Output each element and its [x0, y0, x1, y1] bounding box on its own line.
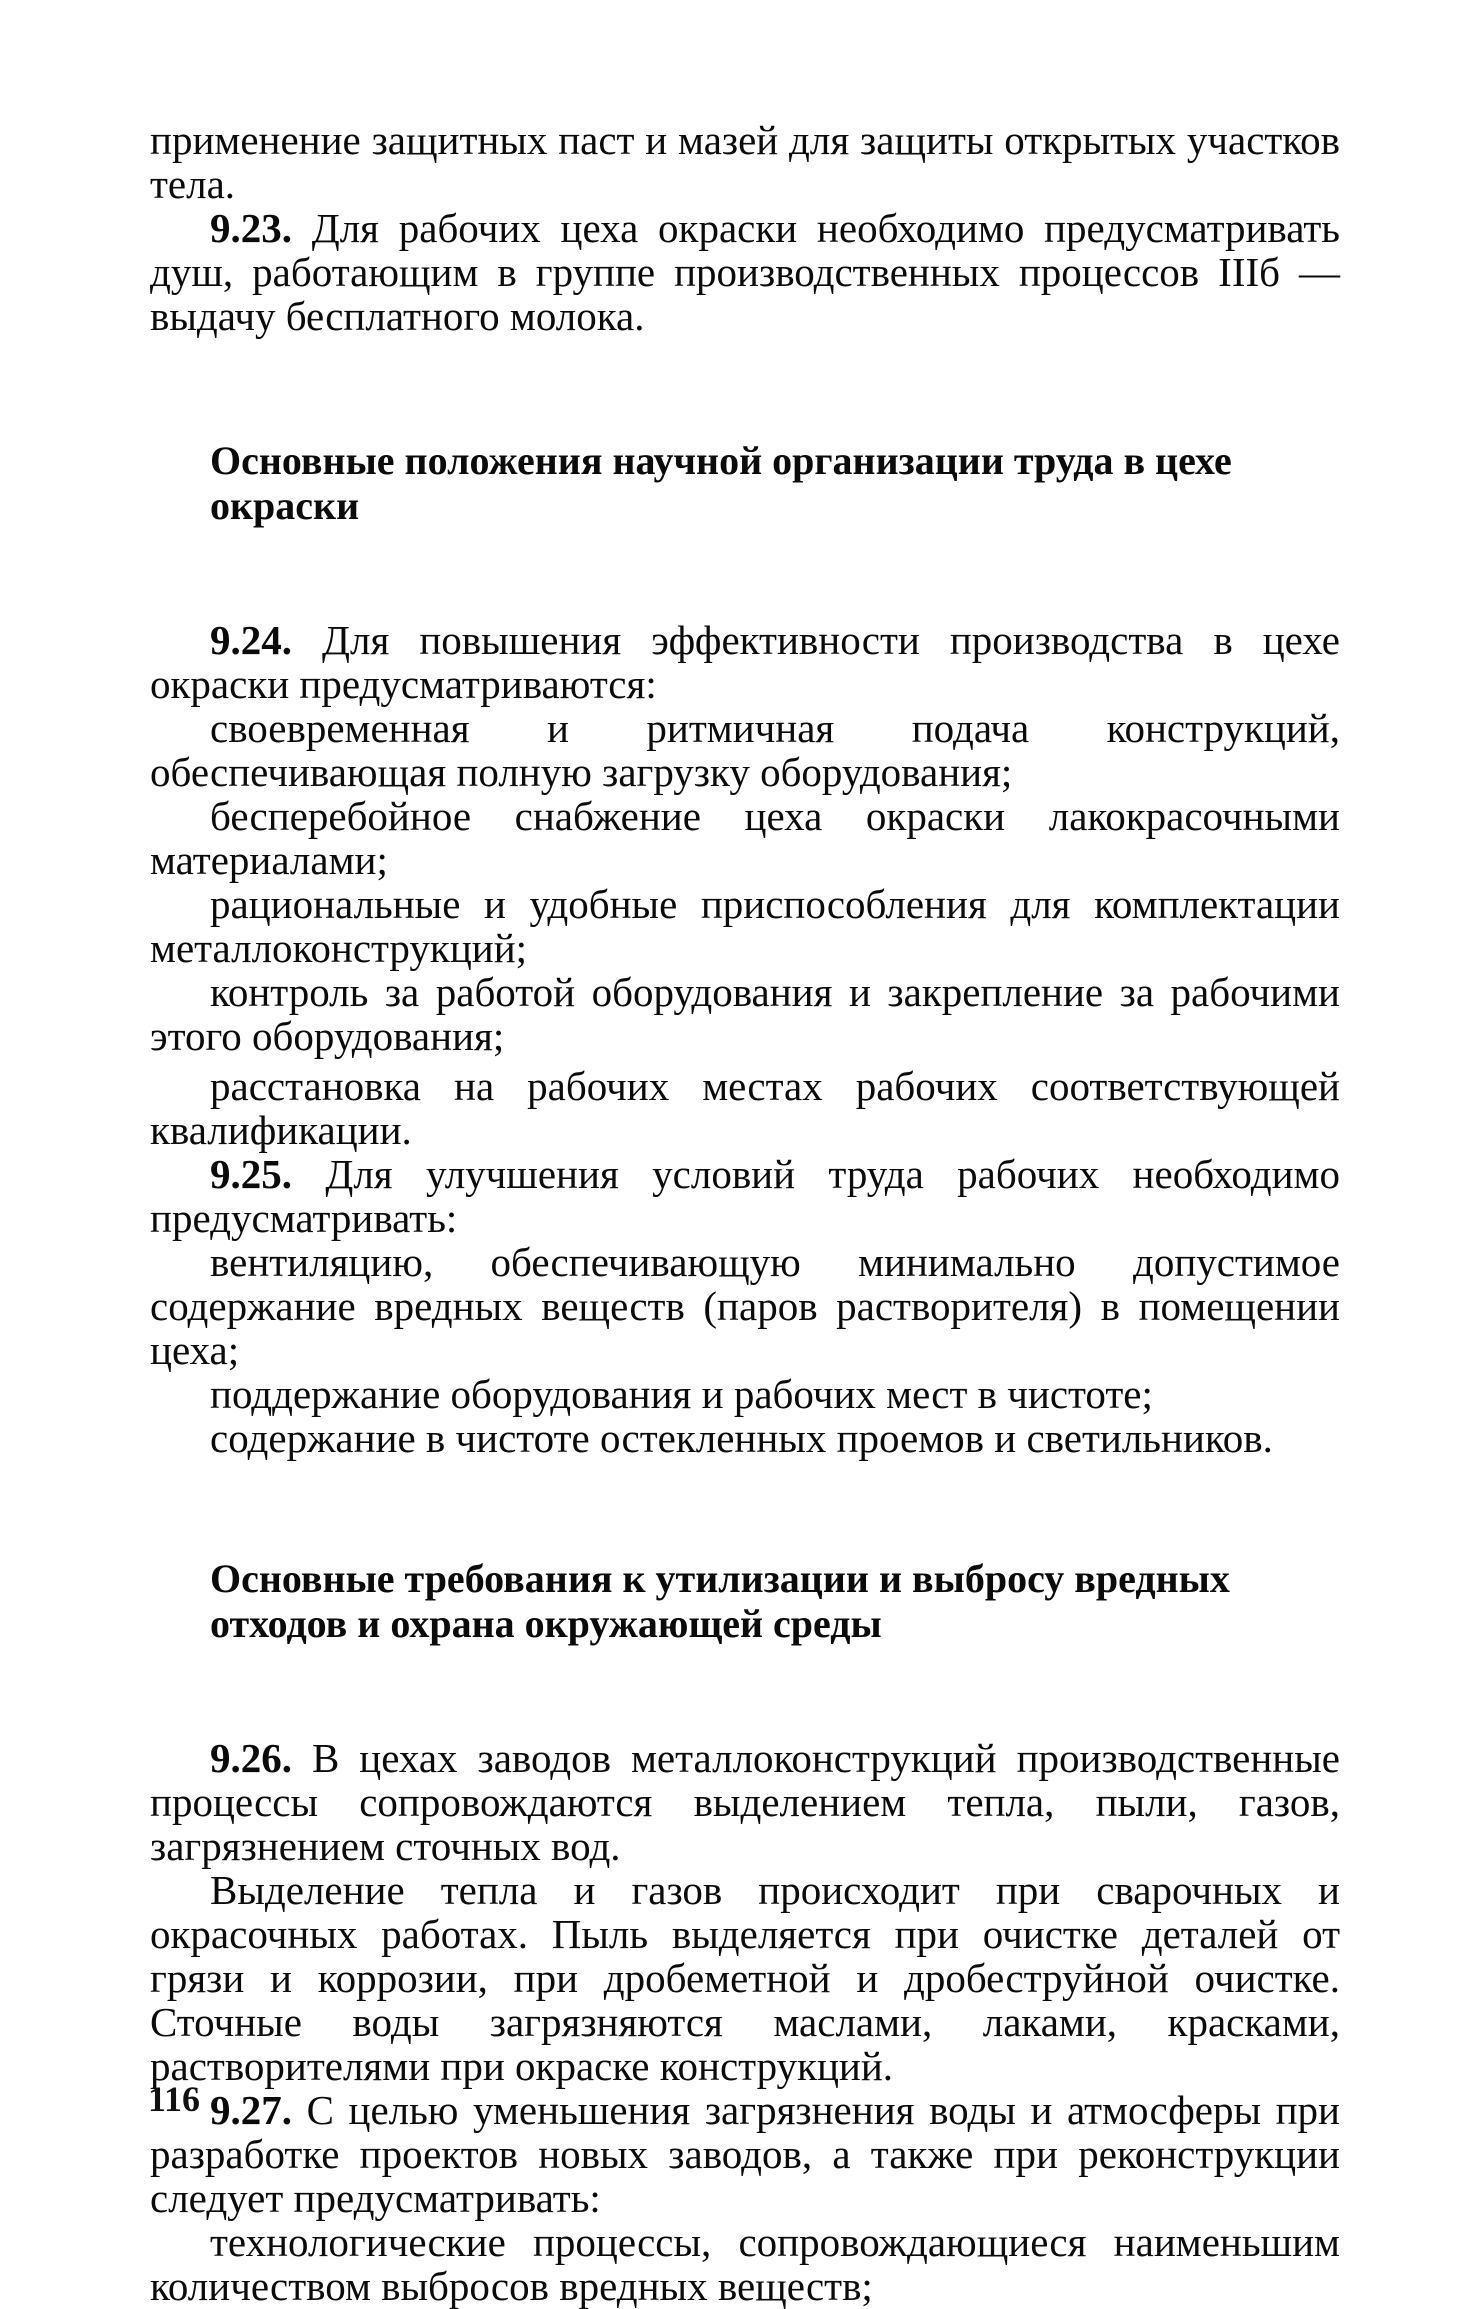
list-item	[150, 1416, 1340, 1460]
paragraph-text: В цехах заводов металлоконструкций производственные процессы сопровождаются выделением тепла, пыли, газов, загрязнением сточных вод.	[150, 1735, 1340, 1869]
list-item	[150, 882, 1340, 970]
paragraph-9-25	[150, 1152, 1340, 1240]
list-item-text: расстановка на рабочих местах рабочих соответствующей квалификации.	[150, 1063, 1340, 1153]
list-item	[150, 1240, 1340, 1372]
paragraph-text: С целью уменьшения загрязнения воды и атмосферы при разработке проектов новых заводов, а также при реконструкции следует предусматривать:	[150, 2087, 1340, 2221]
list-item	[150, 706, 1340, 794]
clause-number: 9.27.	[210, 2087, 292, 2133]
list-item	[150, 1064, 1340, 1152]
paragraph-continuation	[150, 118, 1340, 206]
list-item-text: своевременная и ритмичная подача конструкций, обеспечивающая полную загрузку оборудования;	[150, 705, 1340, 795]
list-item-text: содержание в чистоте остекленных проемов и светильников.	[210, 1415, 1273, 1461]
paragraph-text: Для рабочих цеха окраски необходимо предусматривать душ, работающим в группе производственных процессов IIIб — выдачу бесплатного молока.	[150, 205, 1340, 339]
list-item	[150, 794, 1340, 882]
paragraph-9-27	[150, 2088, 1340, 2220]
page-number: 116	[148, 2079, 201, 2119]
paragraph-text: Для улучшения условий труда рабочих необходимо предусматривать:	[150, 1151, 1340, 1241]
clause-number: 9.23.	[210, 205, 292, 251]
document-page	[150, 118, 1340, 2308]
list-item-text: технологические процессы, сопровождающиеся наименьшим количеством выбросов вредных веществ;	[150, 2219, 1340, 2309]
clause-number: 9.24.	[210, 617, 292, 663]
clause-number: 9.25.	[210, 1151, 292, 1197]
paragraph-text: применение защитных паст и мазей для защиты открытых участков тела.	[150, 117, 1340, 207]
paragraph-9-23	[150, 206, 1340, 338]
list-item	[150, 1372, 1340, 1416]
list-item	[150, 2220, 1340, 2308]
list-item	[150, 970, 1340, 1058]
list-item-text: бесперебойное снабжение цеха окраски лакокрасочными материалами;	[150, 793, 1340, 883]
paragraph	[150, 1868, 1340, 2088]
list-item-text: вентиляцию, обеспечивающую минимально допустимое содержание вредных веществ (паров растворителя) в помещении цеха;	[150, 1239, 1340, 1373]
paragraph-9-26	[150, 1736, 1340, 1868]
list-item-text: рациональные и удобные приспособления для комплектации металлоконструкций;	[150, 881, 1340, 971]
clause-number: 9.26.	[210, 1735, 292, 1781]
paragraph-9-24	[150, 618, 1340, 706]
paragraph-text: Выделение тепла и газов происходит при сварочных и окрасочных работах. Пыль выделяется при очистке деталей от грязи и коррозии, при дробеметной и дробеструйной очистке. Сточные воды загрязняются маслами, лаками, красками, растворителями при окраске конструкций.	[150, 1867, 1340, 2089]
list-item-text: поддержание оборудования и рабочих мест в чистоте;	[210, 1371, 1153, 1417]
section-heading-organization: Основные положения научной организации труда в цехе окраски	[210, 438, 1232, 528]
list-item-text: контроль за работой оборудования и закрепление за рабочими этого оборудования;	[150, 969, 1340, 1059]
section-heading-environment: Основные требования к утилизации и выбросу вредных отходов и охрана окружающей среды	[210, 1556, 1230, 1646]
paragraph-text: Для повышения эффективности производства в цехе окраски предусматриваются:	[150, 617, 1340, 707]
